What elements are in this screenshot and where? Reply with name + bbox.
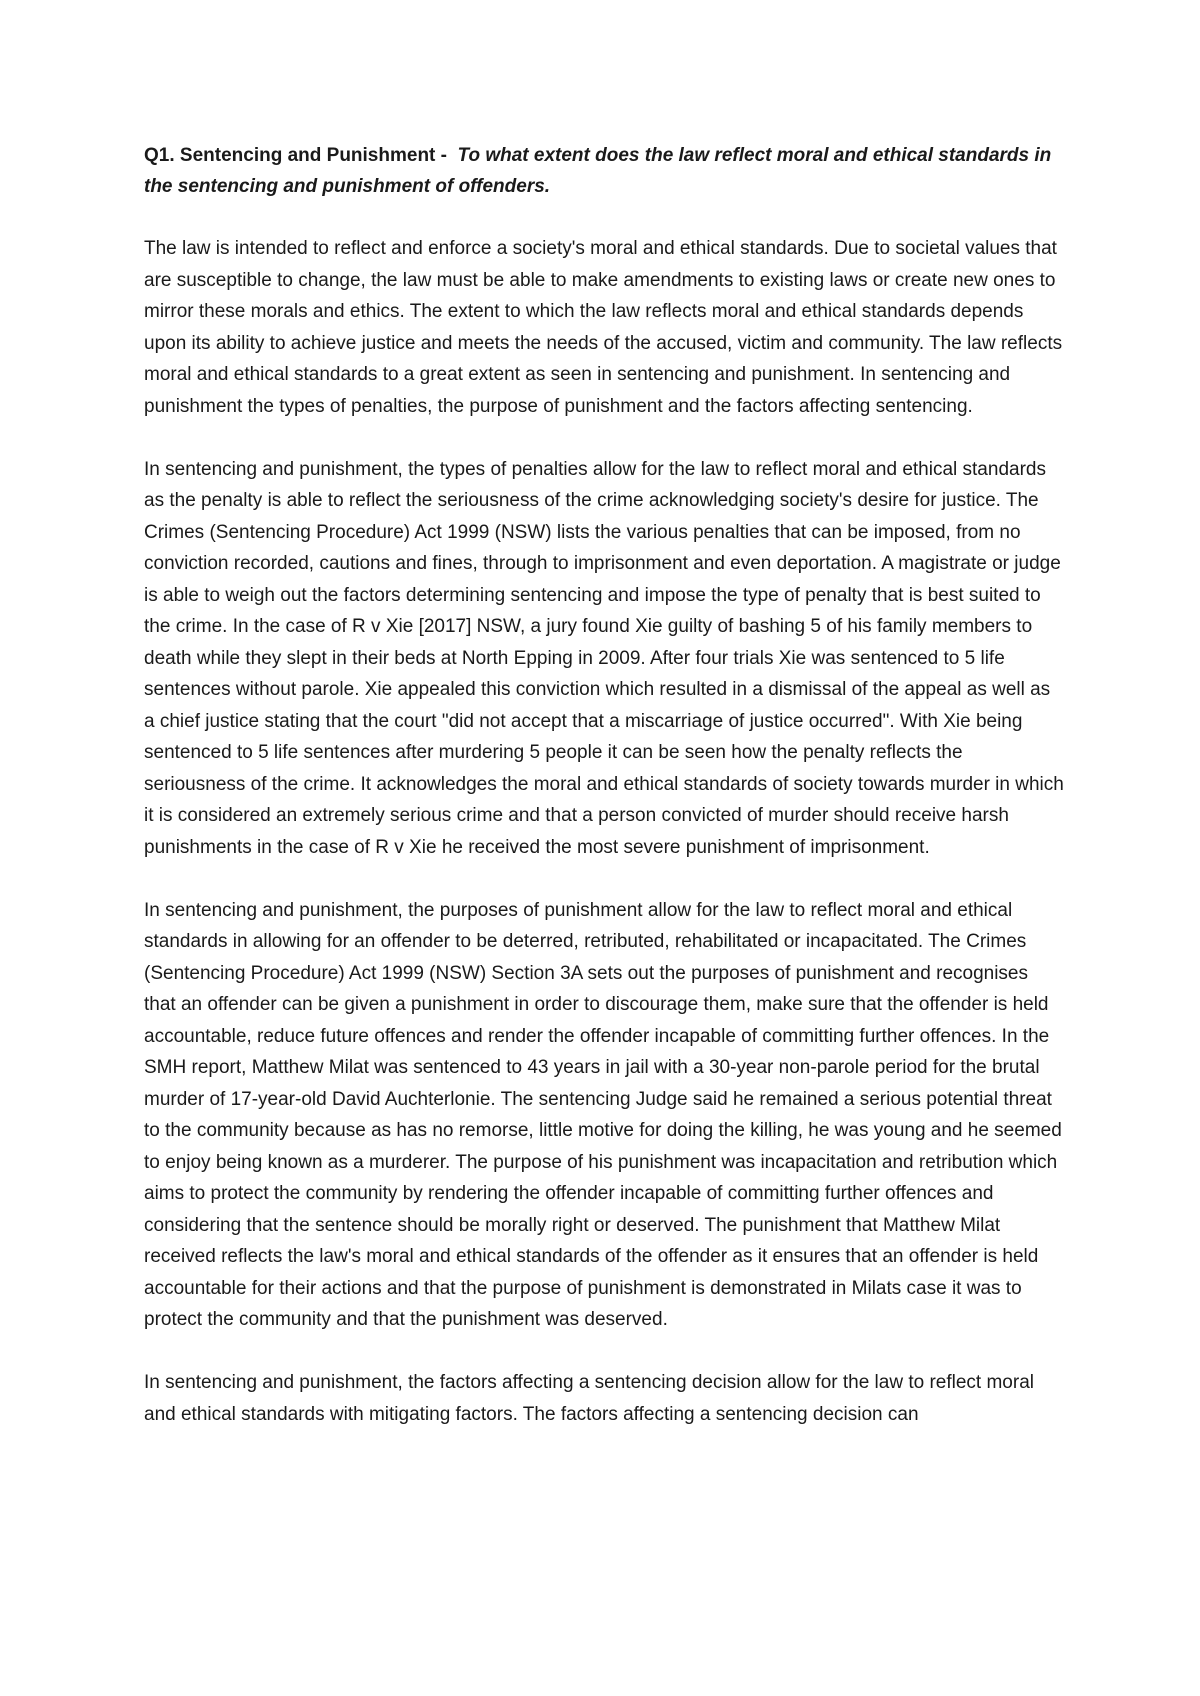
paragraph-sentencing-factors: In sentencing and punishment, the factors affecting a sentencing decision allow for the law to reflect moral and ethical standards with mitigating factors. The factors affecting a sentencing decision can [144, 1372, 1034, 1425]
paragraph-purposes-of-punishment: In sentencing and punishment, the purposes of punishment allow for the law to reflect moral and ethical standards in allowing for an offender to be deterred, retributed, rehabilitated or incapacitated. The Crimes (Sentencing Procedure) Act 1999 (NSW) Section 3A sets out the purposes of punishment and recognises that an offender can be given a punishment in order to discourage them, make sure that the offender is held accountable, reduce future offences and render the offender incapable of committing further offences. In the SMH report, Matthew Milat was sentenced to 43 years in jail with a 30-year non-parole period for the brutal murder of 17-year-old David Auchterlonie. The sentencing Judge said he remained a serious potential threat to the community because as has no remorse, little motive for doing the killing, he was young and he seemed to enjoy being known as a murderer. The purpose of his punishment was incapacitation and retribution which aims to protect the community by rendering the offender incapable of committing further offences and considering that the sentence should be morally right or deserved. The punishment that Matthew Milat received reflects the law's moral and ethical standards of the offender as it ensures that an offender is held accountable for their actions and that the purpose of punishment is demonstrated in Milats case it was to protect the community and that the punishment was deserved. [144, 899, 1062, 1330]
question-lead: Q1. Sentencing and Punishment - [144, 145, 447, 166]
question-heading [144, 140, 1064, 202]
paragraph-introduction: The law is intended to reflect and enforce a society's moral and ethical standards. Due to societal values that are susceptible to change, the law must be able to make amendments to existing laws or create new ones to mirror these morals and ethics. The extent to which the law reflects moral and ethical standards depends upon its ability to achieve justice and meets the needs of the accused, victim and community. The law reflects moral and ethical standards to a great extent as seen in sentencing and punishment. In sentencing and punishment the types of penalties, the purpose of punishment and the factors affecting sentencing. [144, 238, 1063, 417]
heading-separator [447, 145, 458, 166]
paragraph-types-of-penalties: In sentencing and punishment, the types of penalties allow for the law to reflect moral and ethical standards as the penalty is able to reflect the seriousness of the crime acknowledging society's desire for justice. The Crimes (Sentencing Procedure) Act 1999 (NSW) lists the various penalties that can be imposed, from no conviction recorded, cautions and fines, through to imprisonment and even deportation. A magistrate or judge is able to weigh out the factors determining sentencing and impose the type of penalty that is best suited to the crime. In the case of R v Xie [2017] NSW, a jury found Xie guilty of bashing 5 of his family members to death while they slept in their beds at North Epping in 2009. After four trials Xie was sentenced to 5 life sentences without parole. Xie appealed this conviction which resulted in a dismissal of the appeal as well as a chief justice stating that the court "did not accept that a miscarriage of justice occurred". With Xie being sentenced to 5 life sentences after murdering 5 people it can be seen how the penalty reflects the seriousness of the crime. It acknowledges the moral and ethical standards of society towards murder in which it is considered an extremely serious crime and that a person convicted of murder should receive harsh punishments in the case of R v Xie he received the most severe punishment of imprisonment. [144, 458, 1064, 858]
question-text: To what extent does the law reflect moral and ethical standards in the sentencing and punishment of offenders. [144, 145, 1052, 197]
